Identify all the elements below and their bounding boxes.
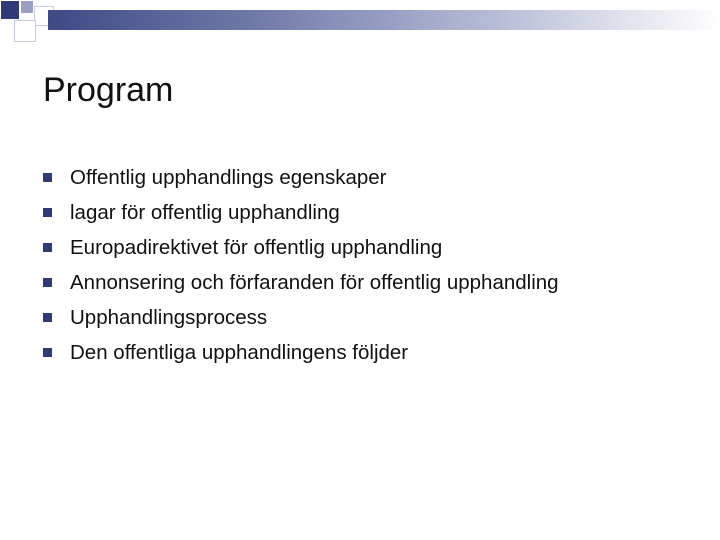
list-item bbox=[43, 335, 559, 370]
list-item bbox=[43, 300, 559, 335]
square-bullet-icon bbox=[43, 208, 52, 217]
list-item bbox=[43, 265, 559, 300]
bullet-text: lagar för offentlig upphandling bbox=[70, 200, 340, 224]
square-bullet-icon bbox=[43, 348, 52, 357]
square-bullet-icon bbox=[43, 243, 52, 252]
bullet-text: Den offentliga upphandlingens följder bbox=[70, 340, 409, 364]
header-gradient-bar bbox=[48, 10, 720, 30]
bullet-text: Offentlig upphandlings egenskaper bbox=[70, 165, 387, 189]
decorative-square-2 bbox=[20, 0, 34, 14]
list-item bbox=[43, 195, 559, 230]
list-item bbox=[43, 230, 559, 265]
bullet-text: Annonsering och förfaranden för offentlig upphandling bbox=[70, 270, 559, 294]
slide-title: Program bbox=[43, 71, 174, 109]
bullet-list bbox=[43, 160, 559, 370]
decorative-square-4 bbox=[14, 20, 36, 42]
square-bullet-icon bbox=[43, 173, 52, 182]
bullet-text: Europadirektivet för offentlig upphandling bbox=[70, 235, 443, 259]
square-bullet-icon bbox=[43, 313, 52, 322]
square-bullet-icon bbox=[43, 278, 52, 287]
decorative-square-1 bbox=[0, 0, 20, 20]
list-item bbox=[43, 160, 559, 195]
bullet-text: Upphandlingsprocess bbox=[70, 305, 268, 329]
